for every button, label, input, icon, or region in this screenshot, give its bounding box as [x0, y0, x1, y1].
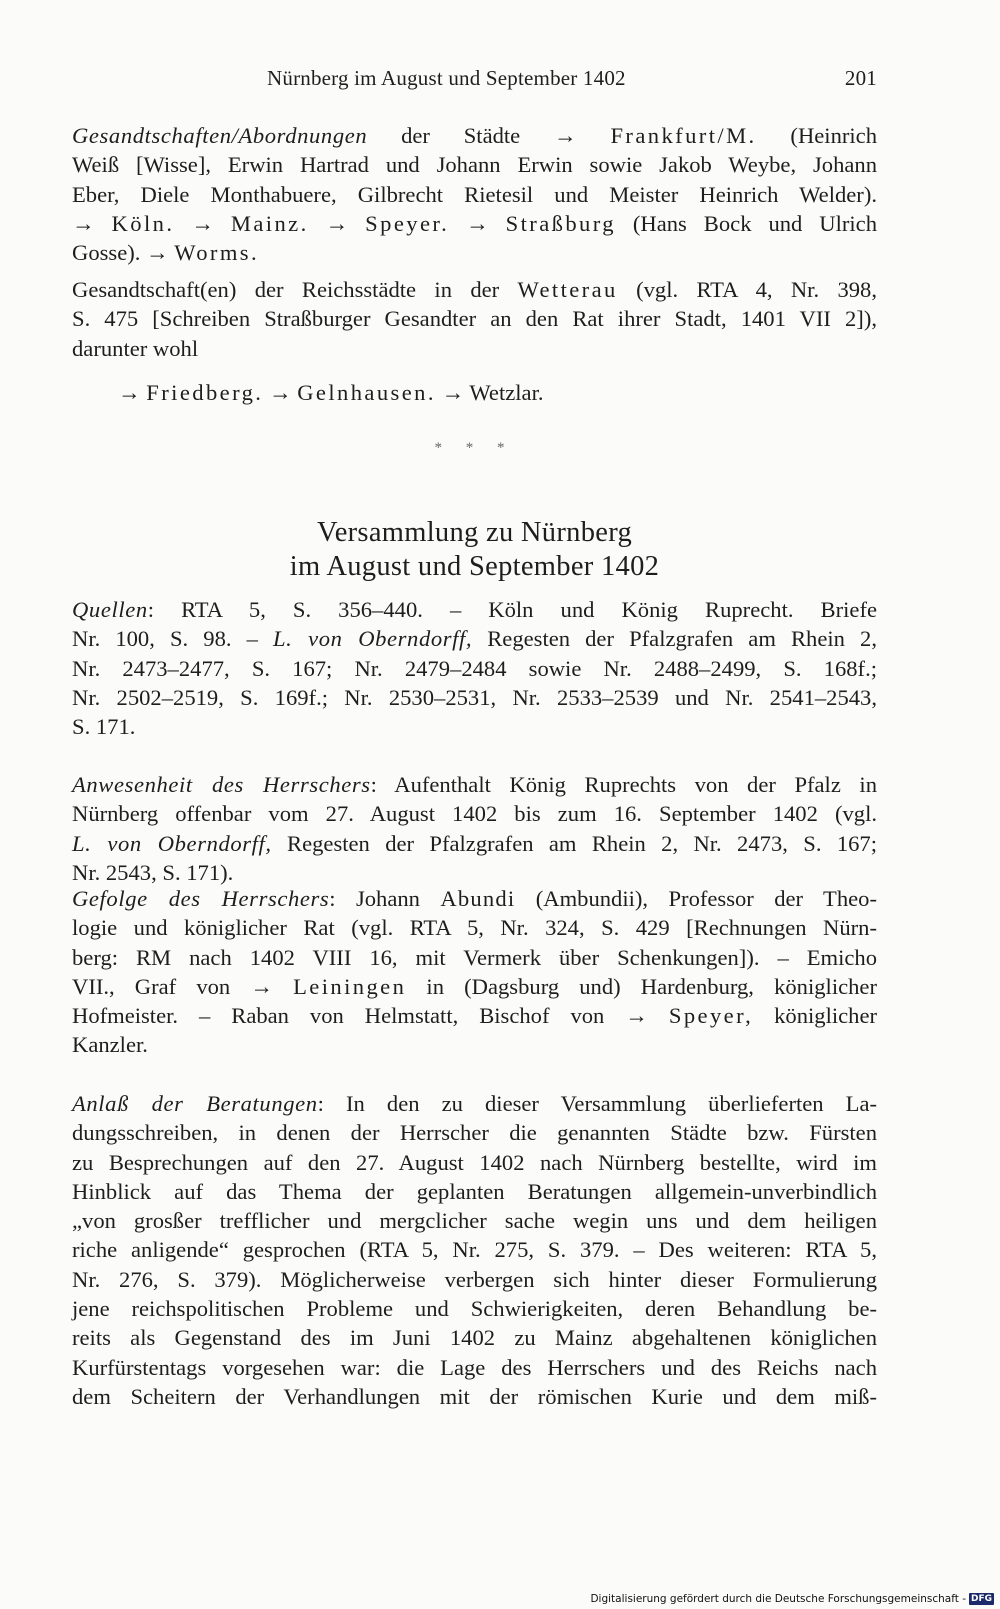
- text-run: : Johann: [329, 886, 441, 911]
- text-line: Hinblick auf das Thema der geplanten Beratungen allgemein-unverbindlich: [72, 1178, 877, 1204]
- text-line: Nr. 2502–2519, S. 169f.; Nr. 2530–2531, Nr. 2533–2539 und Nr. 2541–2543,: [72, 684, 877, 710]
- running-head: [72, 66, 877, 96]
- text-line: Kanzler.: [72, 1032, 148, 1058]
- place-link[interactable]: Worms.: [174, 240, 260, 266]
- section-title-line: im August und September 1402: [289, 551, 660, 582]
- text-run: : In den zu dieser Versammlung überlieferten La-: [317, 1091, 878, 1116]
- place-link[interactable]: Speyer.: [365, 210, 450, 236]
- text-run: →: [72, 210, 112, 236]
- text-line: dungsschreiben, in denen der Herrscher die genannten Städte bzw. Fürsten: [72, 1120, 877, 1146]
- paragraph-anwesenheit: [72, 770, 877, 887]
- text-line: [72, 972, 877, 1001]
- paragraph-gesandtschaften: [72, 121, 877, 267]
- text-line: reits als Gegenstand des im Juni 1402 zu Mainz abgehaltenen königlichen: [72, 1325, 877, 1351]
- text-line: Kurfürstentags vorgesehen war: die Lage des Herrschers und des Reichs nach: [72, 1354, 877, 1380]
- section-separator: * * *: [434, 440, 515, 456]
- text-run: VII., Graf von →: [72, 973, 294, 999]
- text-run: Nr. 100, S. 98. –: [72, 626, 273, 652]
- place-link[interactable]: Speyer,: [668, 1003, 754, 1029]
- text-run: (Heinrich: [756, 123, 877, 148]
- rubric-label: Quellen: [72, 597, 148, 622]
- text-run: in (Dagsburg und) Hardenburg, königlicher: [406, 973, 877, 999]
- text-run: →: [308, 210, 366, 236]
- place-link[interactable]: Frankfurt/M.: [610, 123, 757, 148]
- author-name: L. von Oberndorff,: [273, 626, 473, 652]
- place-link[interactable]: Straßburg: [505, 210, 616, 236]
- text-run: →: [263, 380, 298, 405]
- text-run: der Städte →: [367, 123, 611, 148]
- text-line: [72, 1001, 877, 1030]
- place-link[interactable]: Leiningen: [293, 973, 407, 999]
- text-line: [72, 121, 877, 150]
- text-run: →: [174, 210, 231, 236]
- text-run: Regesten der Pfalzgrafen am Rhein 2,: [472, 626, 877, 652]
- digitization-footer: [590, 1593, 994, 1605]
- text-line: logie und königlicher Rat (vgl. RTA 5, Nr. 324, S. 429 [Rechnungen Nürn-: [72, 915, 877, 941]
- text-line: [72, 275, 877, 304]
- text-run: : RTA 5, S. 356–440. – Köln und König Ruprecht. Briefe: [147, 597, 877, 622]
- text-line: S. 171.: [72, 714, 136, 740]
- text-line: [72, 1089, 877, 1118]
- section-title-line: Versammlung zu Nürnberg: [316, 517, 633, 548]
- text-run: Gosse). →: [72, 240, 175, 266]
- page-number: 201: [844, 66, 877, 90]
- rubric-label: Gefolge des Herrschers: [72, 886, 330, 911]
- text-run: königlicher: [753, 1003, 878, 1029]
- paragraph-quellen: [72, 595, 877, 741]
- place-link[interactable]: Gelnhausen.: [297, 380, 436, 405]
- text-line: Nr. 2543, S. 171).: [72, 859, 234, 885]
- text-line: dem Scheitern der Verhandlungen mit der römischen Kurie und dem miß-: [72, 1383, 877, 1409]
- paragraph-anlass: [72, 1089, 877, 1411]
- text-line: riche anligende“ gesprochen (RTA 5, Nr. 275, S. 379. – Des weiteren: RTA 5,: [72, 1237, 877, 1263]
- section-title: [72, 516, 877, 584]
- text-run: (Hans Bock und Ulrich: [615, 210, 878, 236]
- text-run: (vgl. RTA 4, Nr. 398,: [617, 277, 877, 302]
- person-name: Abundi: [440, 886, 516, 911]
- place-link[interactable]: Friedberg.: [146, 380, 264, 405]
- text-run: →: [435, 380, 470, 405]
- text-line: [72, 209, 877, 238]
- footer-text: Digitalisierung gefördert durch die Deutsche Forschungsgemeinschaft -: [590, 1593, 966, 1605]
- text-run: (Ambundii), Professor der Theo-: [515, 886, 877, 911]
- text-line: Nr. 2473–2477, S. 167; Nr. 2479–2484 sowie Nr. 2488–2499, S. 168f.;: [72, 655, 877, 681]
- text-line: [72, 829, 877, 858]
- paragraph-gefolge: [72, 884, 877, 1060]
- text-line: berg: RM nach 1402 VIII 16, mit Vermerk über Schenkungen]). – Emicho: [72, 944, 877, 970]
- rubric-label: Anlaß der Beratungen: [72, 1091, 318, 1116]
- text-run: Regesten der Pfalzgrafen am Rhein 2, Nr. 2473, S. 167;: [271, 830, 877, 856]
- indented-place-list: [118, 380, 544, 406]
- text-line: zu Besprechungen auf den 27. August 1402 nach Nürnberg bestellte, wird im: [72, 1149, 877, 1175]
- rubric-label: Anwesenheit des Herrschers: [72, 772, 371, 797]
- place-link[interactable]: Wetzlar.: [469, 380, 544, 405]
- author-name: L. von Oberndorff,: [72, 830, 272, 856]
- text-line: [72, 884, 877, 913]
- text-run: →: [118, 380, 147, 405]
- text-line: darunter wohl: [72, 335, 199, 361]
- text-line: Nr. 276, S. 379). Möglicherweise verbergen sich hinter dieser Formulierung: [72, 1266, 877, 1292]
- text-run: Hofmeister. – Raban von Helmstatt, Bischof von →: [72, 1003, 669, 1029]
- text-line: „von grosßer trefflicher und mergclicher sache wegin uns und dem heiligen: [72, 1208, 877, 1234]
- text-line: [72, 770, 877, 799]
- place-link[interactable]: Köln.: [111, 210, 175, 236]
- text-run: →: [449, 210, 506, 236]
- paragraph-wetterau: [72, 275, 877, 363]
- dfg-logo: DFG: [970, 1594, 992, 1604]
- text-line: [72, 238, 877, 267]
- text-run: : Aufenthalt König Ruprechts von der Pfalz in: [370, 772, 877, 797]
- text-line: jene reichspolitischen Probleme und Schwierigkeiten, deren Behandlung be-: [72, 1296, 877, 1322]
- place-link[interactable]: Mainz.: [230, 210, 309, 236]
- text-line: S. 475 [Schreiben Straßburger Gesandter an den Rat ihrer Stadt, 1401 VII 2]),: [72, 306, 877, 332]
- text-run: Gesandtschaft(en) der Reichsstädte in der: [72, 277, 518, 302]
- text-line: Nürnberg offenbar vom 27. August 1402 bis zum 16. September 1402 (vgl.: [72, 801, 877, 827]
- rubric-label: Gesandtschaften/Abordnungen: [72, 123, 368, 148]
- text-line: Eber, Diele Monthabuere, Gilbrecht Rietesil und Meister Heinrich Welder).: [72, 181, 877, 207]
- text-line: [72, 595, 877, 624]
- text-line: [72, 624, 877, 653]
- text-line: Weiß [Wisse], Erwin Hartrad und Johann Erwin sowie Jakob Weybe, Johann: [72, 152, 877, 178]
- place-link[interactable]: Wetterau: [517, 277, 618, 302]
- running-title: Nürnberg im August und September 1402: [267, 66, 626, 90]
- book-page: [72, 0, 877, 1609]
